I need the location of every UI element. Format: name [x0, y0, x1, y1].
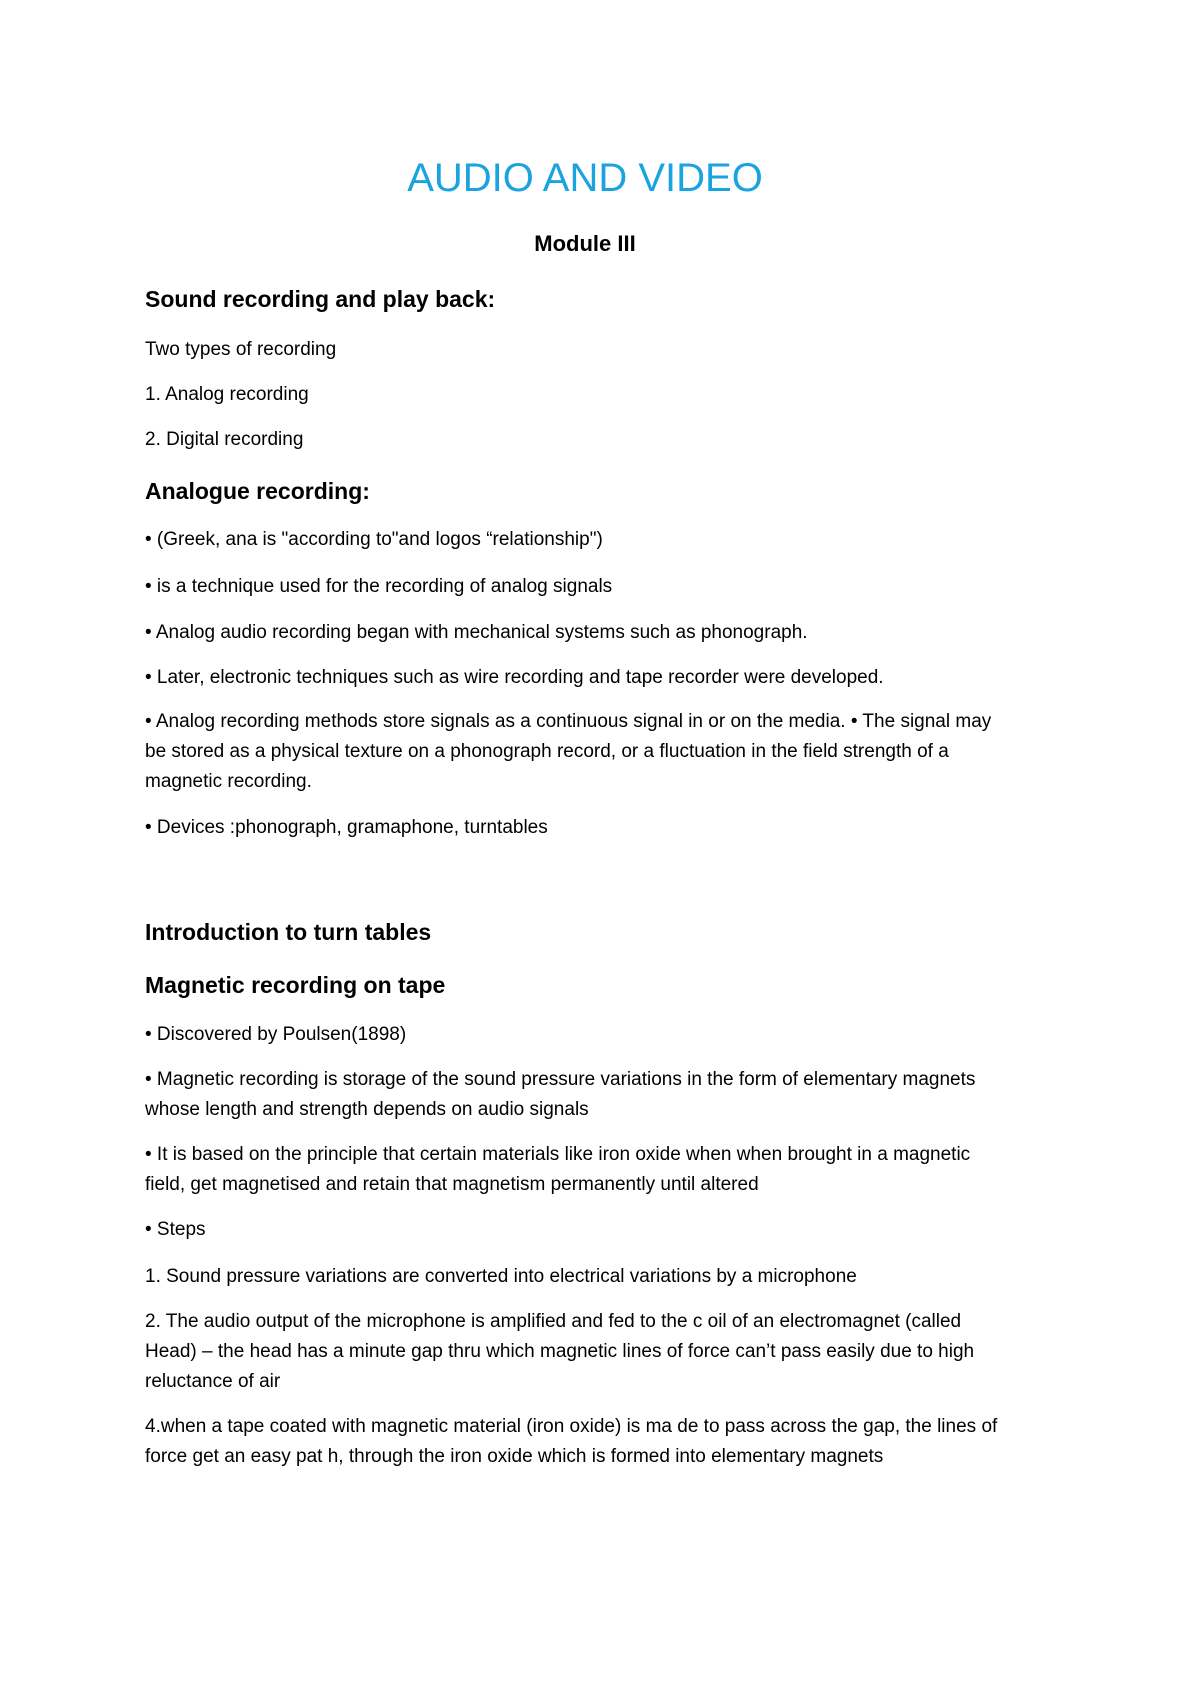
bullet-paragraph — [145, 707, 1065, 797]
bullet-paragraph — [145, 1140, 1065, 1200]
bullet-item: • is a technique used for the recording of analog signals — [145, 576, 613, 597]
list-item: 2. Digital recording — [145, 429, 304, 450]
step-paragraph — [145, 1412, 1065, 1472]
bullet-item: • Devices :phonograph, gramaphone, turntables — [145, 817, 548, 838]
step-paragraph — [145, 1307, 1065, 1397]
heading-turn-tables: Introduction to turn tables — [145, 919, 432, 945]
document-title: AUDIO AND VIDEO — [407, 156, 763, 200]
module-subtitle: Module III — [534, 231, 636, 256]
bullet-item: • Discovered by Poulsen(1898) — [145, 1024, 407, 1045]
bullet-item: • Later, electronic techniques such as wire recording and tape recorder were developed. — [145, 667, 884, 688]
paragraph-line: magnetic recording. — [145, 771, 312, 792]
step-item: 1. Sound pressure variations are converted into electrical variations by a microphone — [145, 1266, 857, 1287]
bullet-item: • Steps — [145, 1219, 206, 1240]
bullet-item: • (Greek, ana is "according to"and logos “relationship") — [145, 529, 603, 550]
paragraph-line: be stored as a physical texture on a phonograph record, or a fluctuation in the field strength of a — [145, 741, 949, 762]
bullet-item: • Analog audio recording began with mechanical systems such as phonograph. — [145, 622, 808, 643]
paragraph-line: • Magnetic recording is storage of the sound pressure variations in the form of elementary magnets — [145, 1069, 976, 1090]
intro-text: Two types of recording — [145, 339, 337, 360]
paragraph-line: force get an easy pat h, through the iron oxide which is formed into elementary magnets — [145, 1446, 884, 1467]
paragraph-line: • It is based on the principle that certain materials like iron oxide when when brought in a magnetic — [145, 1144, 971, 1165]
paragraph-line: field, get magnetised and retain that magnetism permanently until altered — [145, 1174, 759, 1195]
paragraph-line: 2. The audio output of the microphone is amplified and fed to the c oil of an electromagnet (called — [145, 1311, 962, 1332]
heading-magnetic-recording: Magnetic recording on tape — [145, 972, 446, 998]
bullet-paragraph — [145, 1065, 1065, 1125]
paragraph-line: reluctance of air — [145, 1371, 281, 1392]
paragraph-line: whose length and strength depends on audio signals — [145, 1099, 589, 1120]
paragraph-line: 4.when a tape coated with magnetic material (iron oxide) is ma de to pass across the gap, the lines of — [145, 1416, 998, 1437]
paragraph-line: Head) – the head has a minute gap thru which magnetic lines of force can’t pass easily due to high — [145, 1341, 975, 1362]
list-item: 1. Analog recording — [145, 384, 309, 405]
heading-sound-recording: Sound recording and play back: — [145, 286, 496, 312]
paragraph-line: • Analog recording methods store signals as a continuous signal in or on the media. • The signal may — [145, 711, 992, 732]
heading-analogue-recording: Analogue recording: — [145, 478, 370, 504]
